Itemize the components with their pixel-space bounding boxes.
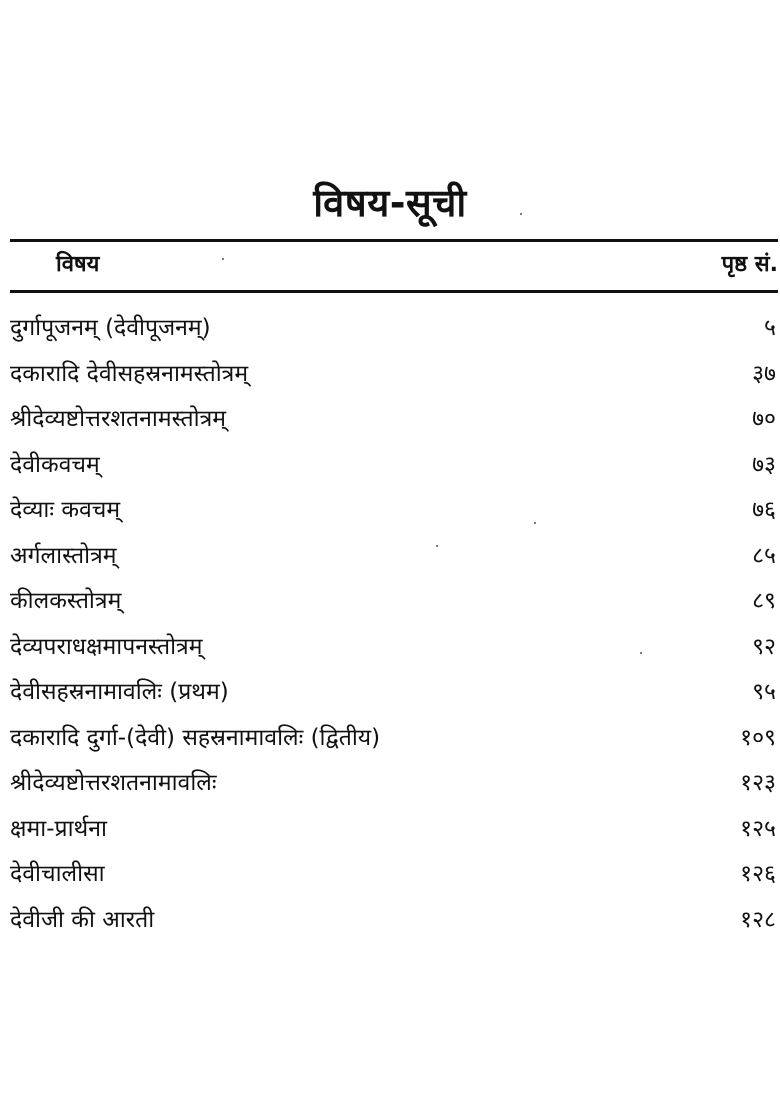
entry-page: ९२ — [752, 633, 776, 660]
entry-page: १२३ — [740, 770, 776, 796]
entry-title: कीलकस्तोत्रम् — [10, 588, 122, 614]
table-header — [10, 247, 778, 287]
list-item — [10, 534, 778, 580]
scan-speck — [534, 522, 536, 524]
entry-title: देव्याः कवचम् — [10, 497, 121, 523]
scan-speck — [640, 652, 642, 654]
list-item — [10, 443, 778, 489]
list-item — [10, 670, 778, 716]
entry-page: ७३ — [752, 451, 776, 478]
entry-page: ७० — [752, 406, 776, 432]
entry-page: ३७ — [752, 360, 776, 387]
entry-page: १२५ — [740, 815, 776, 842]
entry-page: १०९ — [740, 724, 776, 751]
entry-page: ७६ — [752, 497, 776, 523]
list-item — [10, 397, 778, 443]
header-subject: विषय — [56, 252, 100, 277]
scan-speck — [222, 258, 224, 260]
list-item — [10, 306, 778, 352]
entry-title: श्रीदेव्यष्टोत्तरशतनामस्तोत्रम् — [10, 406, 227, 432]
entry-title: देवीचालीसा — [10, 861, 105, 887]
list-item — [10, 852, 778, 898]
list-item — [10, 761, 778, 807]
entry-title: अर्गलास्तोत्रम् — [10, 542, 117, 569]
contents-list — [10, 306, 778, 943]
list-item — [10, 352, 778, 398]
scan-speck — [520, 213, 522, 215]
header-top-rule — [10, 239, 778, 242]
page-title: विषय-सूची — [313, 181, 467, 225]
entry-title: देवीकवचम् — [10, 451, 100, 478]
entry-title: देवीसहस्रनामावलिः (प्रथम) — [10, 679, 229, 705]
entry-page: १२६ — [740, 861, 776, 887]
entry-title: दकारादि दुर्गा-(देवी) सहस्रनामावलिः (द्वितीय) — [10, 724, 381, 751]
list-item — [10, 579, 778, 625]
entry-title: श्रीदेव्यष्टोत्तरशतनामावलिः — [10, 770, 217, 796]
scan-speck — [436, 545, 438, 547]
list-item — [10, 625, 778, 671]
entry-title: देव्यपराधक्षमापनस्तोत्रम् — [10, 633, 203, 660]
list-item — [10, 488, 778, 534]
entry-page: ५ — [764, 315, 776, 341]
list-item — [10, 807, 778, 853]
header-bottom-rule — [10, 290, 778, 293]
entry-title: देवीजी की आरती — [10, 906, 155, 933]
entry-title: दकारादि देवीसहस्रनामस्तोत्रम् — [10, 360, 249, 387]
entry-page: ९५ — [752, 679, 776, 705]
list-item — [10, 898, 778, 944]
entry-title: क्षमा-प्रार्थना — [10, 815, 107, 842]
header-page-number: पृष्ठ सं. — [721, 252, 778, 277]
entry-page: १२८ — [740, 906, 776, 933]
entry-page: ८५ — [752, 542, 776, 569]
entry-page: ८९ — [752, 588, 776, 614]
entry-title: दुर्गापूजनम् (देवीपूजनम्) — [10, 315, 211, 341]
list-item — [10, 716, 778, 762]
